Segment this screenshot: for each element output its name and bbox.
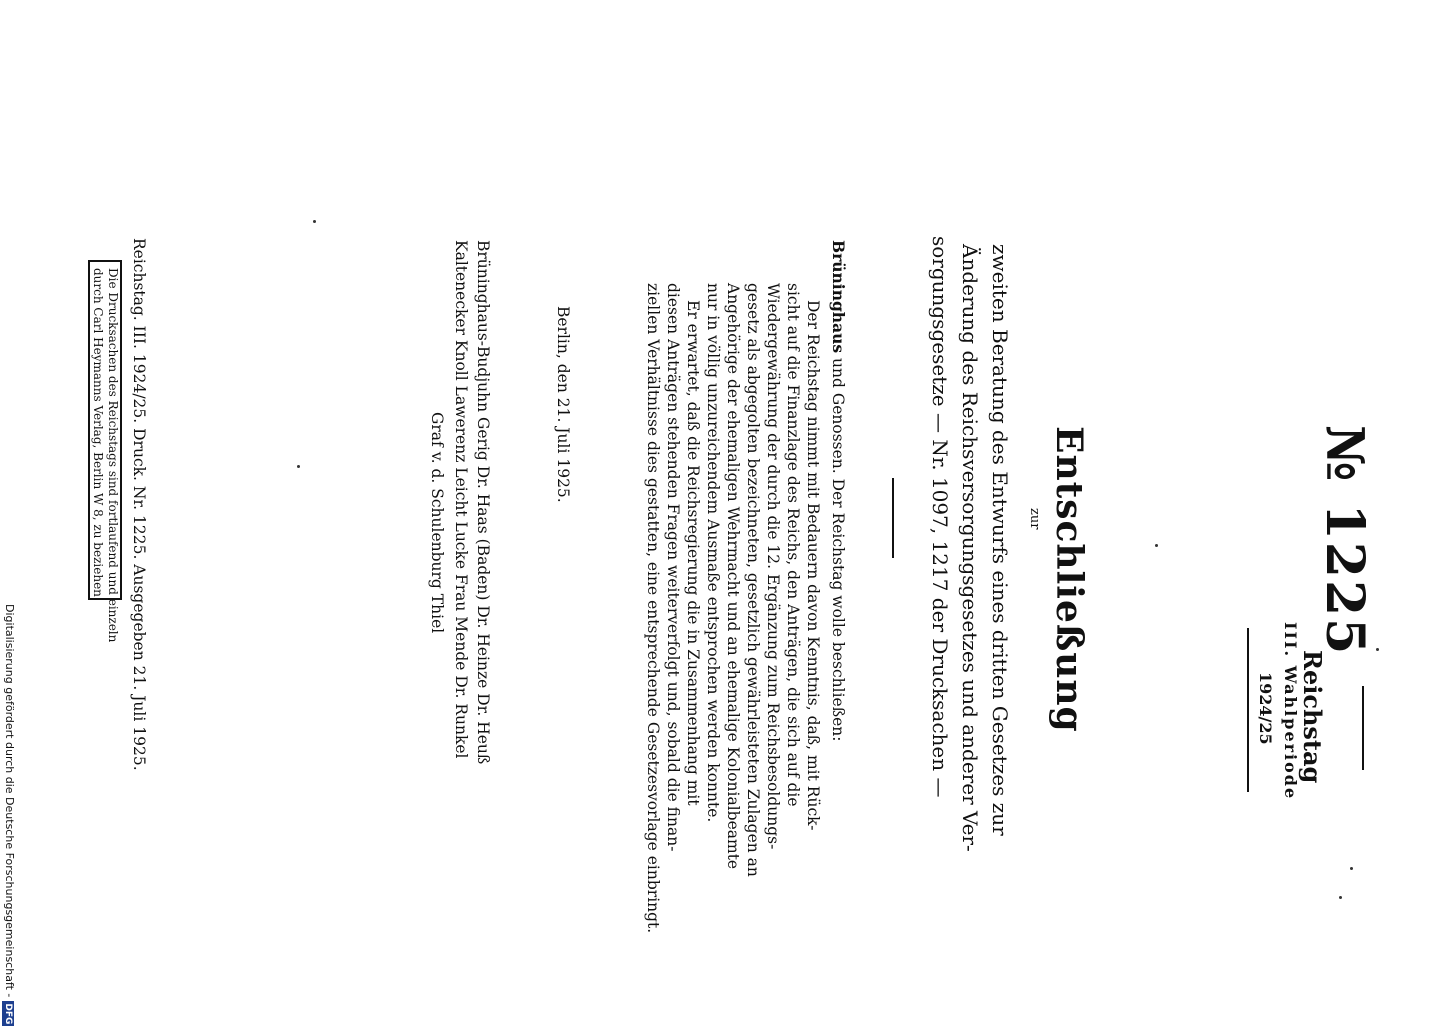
body-line-7: Er erwartet, daß die Reichsregierung die in Zusammenhang mit bbox=[684, 300, 702, 806]
signature-line-1: Brüninghaus-Budjuhn Gerig Dr. Haas (Baden) Dr. Heinze Dr. Heuß bbox=[474, 240, 492, 765]
date-line: Berlin, den 21. Juli 1925. bbox=[554, 306, 572, 503]
subject-line-2: Änderung des Reichsversorgungsgesetzes und anderer Ver- bbox=[958, 244, 982, 852]
intro-name: Brüninghaus bbox=[829, 240, 848, 354]
body-line-5: Angehörige der ehemaligen Wehrmacht und an ehemalige Kolonialbeamte bbox=[724, 283, 742, 870]
body-line-1: Der Reichstag nimmt mit Bedauern davon Kenntnis, daß, mit Rück- bbox=[804, 300, 822, 831]
distribution-notice bbox=[90, 268, 120, 643]
body-line-6: nur in völlig unzureichendem Ausmaße entsprochen werden konnte. bbox=[704, 283, 722, 823]
zur-label: zur bbox=[1027, 508, 1042, 530]
distribution-notice-box bbox=[88, 260, 122, 643]
body-line-3: Wiedergewährung der durch die 12. Ergänzung zum Reichsbesoldungs- bbox=[764, 283, 782, 850]
subject-line-1: zweiten Beratung des Entwurfs eines dritten Gesetzes zur bbox=[988, 244, 1012, 836]
scan-speck bbox=[1339, 896, 1342, 899]
document-number: № 1225 bbox=[1314, 425, 1375, 657]
body-line-2: sicht auf die Finanzlage des Reichs, den Anträgen, die sich auf die bbox=[784, 283, 802, 807]
subject-line-3: sorgungsgesetze — Nr. 1097, 1217 der Drucksachen — bbox=[928, 236, 952, 798]
intro-line bbox=[829, 240, 848, 741]
box-line-2: durch Carl Heymanns Verlag, Berlin W 8, zu beziehen. bbox=[91, 268, 105, 601]
header-edge-mark bbox=[1362, 686, 1364, 770]
body-line-8: diesen Anträgen stehenden Fragen weiterverfolgt und, sobald die finan- bbox=[664, 283, 682, 852]
footer-line: Reichstag. III. 1924/25. Druck. Nr. 1225. Ausgegeben 21. Juli 1925. bbox=[130, 238, 148, 771]
dfg-logo: DFG bbox=[3, 1003, 13, 1025]
document-title: Entschließung bbox=[1048, 426, 1090, 733]
intro-rest: und Genossen. Der Reichstag wolle beschließen: bbox=[829, 353, 847, 742]
header-rule bbox=[1247, 628, 1249, 792]
box-line-1: Die Drucksachen des Reichstags sind fortlaufend und einzeln bbox=[106, 268, 120, 643]
credit-text: Digitalisierung gefördert durch die Deutsche Forschungsgemeinschaft - bbox=[3, 604, 16, 998]
scan-speck bbox=[1155, 544, 1158, 547]
years-label: 1924/25 bbox=[1256, 672, 1275, 745]
title-divider bbox=[892, 478, 894, 558]
scan-speck bbox=[297, 465, 300, 468]
wahlperiode-label: III. Wahlperiode bbox=[1281, 622, 1300, 801]
signature-line-3: Graf v. d. Schulenburg Thiel bbox=[428, 412, 446, 634]
scan-speck bbox=[1376, 648, 1379, 651]
digitization-credit bbox=[2, 604, 16, 1026]
reichstag-label: Reichstag bbox=[1298, 650, 1327, 784]
signature-line-2: Kaltenecker Knoll Lawerenz Leicht Lucke Frau Mende Dr. Runkel bbox=[452, 240, 470, 759]
body-line-9: ziellen Verhältnisse dies gestatten, eine entsprechende Gesetzesvorlage einbringt. bbox=[644, 283, 662, 934]
scan-speck bbox=[313, 220, 316, 223]
scan-speck bbox=[1350, 867, 1353, 870]
body-line-4: gesetz als abgegolten bezeichneten, gesetzlich gewährleisteten Zulagen an bbox=[744, 283, 762, 877]
